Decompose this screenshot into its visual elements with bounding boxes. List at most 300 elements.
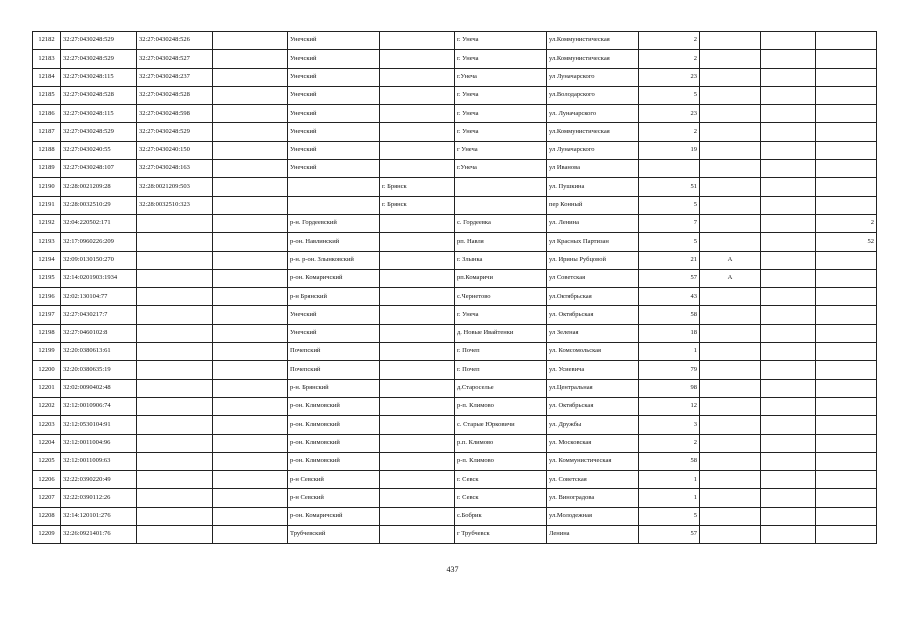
cell-apartment — [816, 416, 877, 434]
cell-row-number: 12209 — [33, 526, 61, 544]
table-row — [33, 196, 877, 214]
cell-locality: г. Севск — [455, 471, 547, 489]
cell-locality: р-п. Климово — [455, 397, 547, 415]
cell-street: ул.Коммунистическая — [547, 32, 639, 50]
cell-apartment — [816, 452, 877, 470]
cell-apartment — [816, 306, 877, 324]
cell-locality: г. Унеча — [455, 32, 547, 50]
cell-city-column — [380, 269, 455, 287]
cell-street: ул Зеленая — [547, 324, 639, 342]
cell-street: ул. Усиевича — [547, 361, 639, 379]
cell-street: ул Луначарского — [547, 141, 639, 159]
cell-city-column — [380, 233, 455, 251]
cell-locality: г. Почеп — [455, 361, 547, 379]
cell-house-number: 7 — [639, 214, 700, 232]
table-row — [33, 50, 877, 68]
cell-street: ул. Советская — [547, 471, 639, 489]
cell-cadastral-number: 32:02:130104:77 — [61, 288, 137, 306]
cell-blank-column — [213, 68, 288, 86]
cell-apartment — [816, 324, 877, 342]
cell-city-column — [380, 141, 455, 159]
cell-district: р-он. Навлинский — [288, 233, 380, 251]
table-body — [33, 32, 877, 544]
cell-blank-column — [213, 141, 288, 159]
cell-house-number: 1 — [639, 343, 700, 361]
cell-apartment: 52 — [816, 233, 877, 251]
cell-locality: рп.Комаричи — [455, 269, 547, 287]
cell-row-number: 12202 — [33, 397, 61, 415]
table-row — [33, 324, 877, 342]
cell-row-number: 12200 — [33, 361, 61, 379]
cell-city-column — [380, 251, 455, 269]
table-row — [33, 306, 877, 324]
cell-building-letter — [700, 32, 761, 50]
cell-apartment — [816, 526, 877, 544]
cell-cadastral-number: 32:09:0130150:270 — [61, 251, 137, 269]
cell-house-number: 18 — [639, 324, 700, 342]
cell-building-letter — [700, 178, 761, 196]
cell-extra-column — [761, 214, 816, 232]
cell-extra-column — [761, 105, 816, 123]
cell-city-column — [380, 379, 455, 397]
cell-cadastral-number: 32:28:0032510:29 — [61, 196, 137, 214]
cell-district — [288, 178, 380, 196]
cell-extra-column — [761, 507, 816, 525]
cell-extra-column — [761, 361, 816, 379]
cell-blank-column — [213, 343, 288, 361]
cell-house-number: 58 — [639, 306, 700, 324]
cell-house-number: 43 — [639, 288, 700, 306]
table-row — [33, 416, 877, 434]
cell-blank-column — [213, 361, 288, 379]
cell-locality: р.п. Климово — [455, 434, 547, 452]
cell-city-column — [380, 489, 455, 507]
cell-blank-column — [213, 196, 288, 214]
cell-building-letter — [700, 343, 761, 361]
cell-street: пер Конный — [547, 196, 639, 214]
cell-building-letter — [700, 123, 761, 141]
cell-locality: г Трубчевск — [455, 526, 547, 544]
cell-apartment — [816, 68, 877, 86]
cell-extra-column — [761, 416, 816, 434]
cell-sub-cadastral-number — [137, 379, 213, 397]
cell-blank-column — [213, 269, 288, 287]
cell-apartment — [816, 379, 877, 397]
cell-house-number: 57 — [639, 526, 700, 544]
table-row — [33, 269, 877, 287]
cell-sub-cadastral-number: 32:27:0430248:529 — [137, 123, 213, 141]
cell-extra-column — [761, 123, 816, 141]
cell-row-number: 12197 — [33, 306, 61, 324]
cell-extra-column — [761, 324, 816, 342]
cell-apartment — [816, 178, 877, 196]
cell-extra-column — [761, 306, 816, 324]
page-number: 437 — [446, 565, 459, 574]
table-row — [33, 160, 877, 178]
cell-extra-column — [761, 196, 816, 214]
cell-cadastral-number: 32:20:0380635:19 — [61, 361, 137, 379]
cell-extra-column — [761, 178, 816, 196]
cell-sub-cadastral-number — [137, 507, 213, 525]
cell-apartment — [816, 160, 877, 178]
cell-district: р-он. Климовский — [288, 434, 380, 452]
cell-locality — [455, 178, 547, 196]
cell-sub-cadastral-number: 32:27:0430248:527 — [137, 50, 213, 68]
cell-blank-column — [213, 526, 288, 544]
cell-district: р-он. Климовский — [288, 452, 380, 470]
cell-city-column — [380, 416, 455, 434]
table-row — [33, 397, 877, 415]
cell-street: ул. Ленина — [547, 214, 639, 232]
cell-cadastral-number: 32:20:0380613:61 — [61, 343, 137, 361]
cell-blank-column — [213, 178, 288, 196]
cell-street: Ленина — [547, 526, 639, 544]
cell-district: Унечский — [288, 86, 380, 104]
table-row — [33, 86, 877, 104]
cell-row-number: 12193 — [33, 233, 61, 251]
cell-row-number: 12184 — [33, 68, 61, 86]
cell-sub-cadastral-number — [137, 288, 213, 306]
cell-district: Унечский — [288, 324, 380, 342]
cell-building-letter — [700, 68, 761, 86]
cell-city-column — [380, 526, 455, 544]
table-row — [33, 233, 877, 251]
cell-extra-column — [761, 379, 816, 397]
cell-locality: г. Севск — [455, 489, 547, 507]
cell-sub-cadastral-number — [137, 434, 213, 452]
cell-cadastral-number: 32:14:0201903:1934 — [61, 269, 137, 287]
cell-locality: д. Новые Ивайтенки — [455, 324, 547, 342]
table-row — [33, 123, 877, 141]
cell-extra-column — [761, 288, 816, 306]
cell-city-column — [380, 32, 455, 50]
cell-row-number: 12201 — [33, 379, 61, 397]
cell-sub-cadastral-number: 32:27:0430248:528 — [137, 86, 213, 104]
cell-street: ул.Молодежная — [547, 507, 639, 525]
cell-locality: д.Староселье — [455, 379, 547, 397]
cell-district: Почепский — [288, 343, 380, 361]
cell-apartment — [816, 86, 877, 104]
table-row — [33, 251, 877, 269]
cell-house-number: 23 — [639, 68, 700, 86]
cell-extra-column — [761, 251, 816, 269]
cell-row-number: 12196 — [33, 288, 61, 306]
cell-street: ул.Коммунистическая — [547, 50, 639, 68]
cell-building-letter — [700, 324, 761, 342]
cell-street: ул. Коммунистическая — [547, 452, 639, 470]
cell-street: ул Красных Партизан — [547, 233, 639, 251]
cell-extra-column — [761, 452, 816, 470]
table-row — [33, 379, 877, 397]
cell-cadastral-number: 32:27:0430248:529 — [61, 123, 137, 141]
cell-cadastral-number: 32:02:0090402:48 — [61, 379, 137, 397]
cell-house-number: 57 — [639, 269, 700, 287]
cell-district: р-н. Брянский — [288, 379, 380, 397]
cell-house-number: 2 — [639, 123, 700, 141]
cell-house-number: 1 — [639, 489, 700, 507]
cell-locality: с.Бобрик — [455, 507, 547, 525]
cell-street: ул. Пушкина — [547, 178, 639, 196]
cell-house-number: 21 — [639, 251, 700, 269]
cell-row-number: 12207 — [33, 489, 61, 507]
cell-row-number: 12182 — [33, 32, 61, 50]
cell-building-letter — [700, 86, 761, 104]
cell-city-column — [380, 123, 455, 141]
table-row — [33, 288, 877, 306]
cell-sub-cadastral-number — [137, 526, 213, 544]
cell-cadastral-number: 32:27:0430248:529 — [61, 32, 137, 50]
cell-row-number: 12183 — [33, 50, 61, 68]
cell-locality: г. Унеча — [455, 306, 547, 324]
cell-city-column — [380, 306, 455, 324]
table-row — [33, 141, 877, 159]
cell-street: ул.Октябрьская — [547, 288, 639, 306]
cell-building-letter — [700, 233, 761, 251]
cell-street: ул Советская — [547, 269, 639, 287]
cell-district: р-он. Климовский — [288, 397, 380, 415]
cell-cadastral-number: 32:28:0021209:28 — [61, 178, 137, 196]
cell-blank-column — [213, 160, 288, 178]
cell-blank-column — [213, 416, 288, 434]
cell-row-number: 12198 — [33, 324, 61, 342]
registry-table — [32, 31, 877, 544]
cell-house-number — [639, 160, 700, 178]
cell-sub-cadastral-number — [137, 233, 213, 251]
cell-district: Унечский — [288, 32, 380, 50]
cell-city-column: г. Брянск — [380, 196, 455, 214]
table-row — [33, 214, 877, 232]
cell-district — [288, 196, 380, 214]
table-row — [33, 526, 877, 544]
cell-blank-column — [213, 105, 288, 123]
cell-district: Трубчевский — [288, 526, 380, 544]
cell-cadastral-number: 32:27:0430248:529 — [61, 50, 137, 68]
cell-extra-column — [761, 471, 816, 489]
cell-city-column — [380, 471, 455, 489]
table-row — [33, 507, 877, 525]
cell-street: ул. Октябрьская — [547, 306, 639, 324]
cell-district: Унечский — [288, 141, 380, 159]
cell-blank-column — [213, 32, 288, 50]
cell-locality: с. Старые Юрковичи — [455, 416, 547, 434]
cell-building-letter — [700, 379, 761, 397]
cell-house-number: 19 — [639, 141, 700, 159]
cell-street: ул.Коммунистическая — [547, 123, 639, 141]
cell-apartment — [816, 196, 877, 214]
cell-city-column — [380, 324, 455, 342]
cell-apartment — [816, 471, 877, 489]
cell-house-number: 5 — [639, 233, 700, 251]
cell-row-number: 12191 — [33, 196, 61, 214]
cell-district: Унечский — [288, 50, 380, 68]
cell-row-number: 12199 — [33, 343, 61, 361]
cell-locality — [455, 196, 547, 214]
cell-blank-column — [213, 379, 288, 397]
cell-cadastral-number: 32:22:0390112:26 — [61, 489, 137, 507]
cell-street: ул. Комсомольская — [547, 343, 639, 361]
cell-house-number: 58 — [639, 452, 700, 470]
cell-blank-column — [213, 86, 288, 104]
cell-house-number: 5 — [639, 507, 700, 525]
cell-apartment — [816, 251, 877, 269]
cell-district: р-н Севский — [288, 471, 380, 489]
cell-building-letter — [700, 471, 761, 489]
cell-extra-column — [761, 233, 816, 251]
cell-blank-column — [213, 214, 288, 232]
cell-building-letter — [700, 160, 761, 178]
cell-extra-column — [761, 86, 816, 104]
cell-extra-column — [761, 160, 816, 178]
cell-building-letter — [700, 141, 761, 159]
cell-sub-cadastral-number: 32:28:0032510:323 — [137, 196, 213, 214]
cell-sub-cadastral-number — [137, 214, 213, 232]
cell-extra-column — [761, 397, 816, 415]
cell-apartment — [816, 269, 877, 287]
cell-building-letter — [700, 196, 761, 214]
cell-extra-column — [761, 32, 816, 50]
cell-row-number: 12208 — [33, 507, 61, 525]
cell-cadastral-number: 32:12:0011009:63 — [61, 452, 137, 470]
cell-sub-cadastral-number — [137, 452, 213, 470]
cell-cadastral-number: 32:27:0430240:55 — [61, 141, 137, 159]
cell-district: Унечский — [288, 68, 380, 86]
cell-blank-column — [213, 306, 288, 324]
cell-sub-cadastral-number: 32:27:0430248:526 — [137, 32, 213, 50]
cell-street: ул Луначарского — [547, 68, 639, 86]
table-row — [33, 361, 877, 379]
cell-locality: рп. Навля — [455, 233, 547, 251]
cell-blank-column — [213, 489, 288, 507]
table-row — [33, 452, 877, 470]
cell-district: Унечский — [288, 105, 380, 123]
cell-building-letter — [700, 416, 761, 434]
cell-apartment — [816, 50, 877, 68]
cell-blank-column — [213, 288, 288, 306]
cell-sub-cadastral-number — [137, 489, 213, 507]
cell-sub-cadastral-number — [137, 416, 213, 434]
cell-sub-cadastral-number: 32:27:0430240:150 — [137, 141, 213, 159]
cell-row-number: 12203 — [33, 416, 61, 434]
cell-street: ул. Ирины Рубцовой — [547, 251, 639, 269]
cell-row-number: 12194 — [33, 251, 61, 269]
cell-row-number: 12206 — [33, 471, 61, 489]
cell-apartment — [816, 288, 877, 306]
cell-sub-cadastral-number: 32:27:0430248:598 — [137, 105, 213, 123]
cell-street: ул. Дружбы — [547, 416, 639, 434]
cell-city-column — [380, 214, 455, 232]
cell-extra-column — [761, 526, 816, 544]
cell-city-column: г. Брянск — [380, 178, 455, 196]
cell-locality: г. Злынка — [455, 251, 547, 269]
cell-building-letter: А — [700, 251, 761, 269]
cell-cadastral-number: 32:27:0430248:115 — [61, 105, 137, 123]
cell-building-letter — [700, 452, 761, 470]
cell-extra-column — [761, 50, 816, 68]
cell-city-column — [380, 160, 455, 178]
cell-city-column — [380, 361, 455, 379]
cell-building-letter — [700, 434, 761, 452]
cell-cadastral-number: 32:27:0430248:107 — [61, 160, 137, 178]
cell-building-letter — [700, 397, 761, 415]
table-row — [33, 178, 877, 196]
cell-row-number: 12190 — [33, 178, 61, 196]
cell-building-letter: А — [700, 269, 761, 287]
cell-district: Унечский — [288, 306, 380, 324]
cell-cadastral-number: 32:22:0390220:49 — [61, 471, 137, 489]
cell-city-column — [380, 50, 455, 68]
cell-cadastral-number: 32:17:0960226:209 — [61, 233, 137, 251]
cell-building-letter — [700, 288, 761, 306]
cell-district: р-н. Гордеевский — [288, 214, 380, 232]
cell-district: Унечский — [288, 160, 380, 178]
cell-cadastral-number: 32:14:120101:276 — [61, 507, 137, 525]
cell-house-number: 2 — [639, 50, 700, 68]
cell-street: ул Иванова — [547, 160, 639, 178]
cell-cadastral-number: 32:27:0430217:7 — [61, 306, 137, 324]
cell-district: р-н Брянский — [288, 288, 380, 306]
cell-locality: г. Унеча — [455, 123, 547, 141]
cell-city-column — [380, 86, 455, 104]
cell-house-number: 79 — [639, 361, 700, 379]
cell-extra-column — [761, 68, 816, 86]
cell-cadastral-number: 32:27:0460102:8 — [61, 324, 137, 342]
cell-house-number: 12 — [639, 397, 700, 415]
cell-apartment — [816, 489, 877, 507]
cell-house-number: 51 — [639, 178, 700, 196]
cell-locality: с.Чернетово — [455, 288, 547, 306]
cell-cadastral-number: 32:26:0921401:76 — [61, 526, 137, 544]
cell-blank-column — [213, 434, 288, 452]
cell-building-letter — [700, 507, 761, 525]
cell-district: р-он. Комаричский — [288, 507, 380, 525]
cell-city-column — [380, 68, 455, 86]
cell-extra-column — [761, 269, 816, 287]
cell-house-number: 98 — [639, 379, 700, 397]
cell-sub-cadastral-number — [137, 397, 213, 415]
cell-district: Почепский — [288, 361, 380, 379]
cell-row-number: 12204 — [33, 434, 61, 452]
cell-blank-column — [213, 471, 288, 489]
cell-street: ул. Виноградова — [547, 489, 639, 507]
cell-cadastral-number: 32:12:0530104:91 — [61, 416, 137, 434]
cell-city-column — [380, 343, 455, 361]
cell-locality: с. Гордеевка — [455, 214, 547, 232]
cell-apartment — [816, 434, 877, 452]
cell-locality: г Унеча — [455, 141, 547, 159]
cell-apartment — [816, 507, 877, 525]
cell-street: ул. Луначарского — [547, 105, 639, 123]
cell-row-number: 12186 — [33, 105, 61, 123]
cell-district: р-н Севский — [288, 489, 380, 507]
cell-row-number: 12195 — [33, 269, 61, 287]
cell-house-number: 2 — [639, 434, 700, 452]
cell-district: р-он. Климовский — [288, 416, 380, 434]
cell-extra-column — [761, 141, 816, 159]
cell-street: ул. Октябрьская — [547, 397, 639, 415]
cell-street: ул.Центральная — [547, 379, 639, 397]
cell-house-number: 2 — [639, 32, 700, 50]
table-row — [33, 343, 877, 361]
cell-street: ул. Московская — [547, 434, 639, 452]
cell-city-column — [380, 452, 455, 470]
cell-row-number: 12189 — [33, 160, 61, 178]
cell-district: р-н. р-он. Злынковский — [288, 251, 380, 269]
table-row — [33, 105, 877, 123]
cell-city-column — [380, 105, 455, 123]
cell-locality: г.Унеча — [455, 160, 547, 178]
cell-cadastral-number: 32:27:0430248:115 — [61, 68, 137, 86]
table-row — [33, 68, 877, 86]
